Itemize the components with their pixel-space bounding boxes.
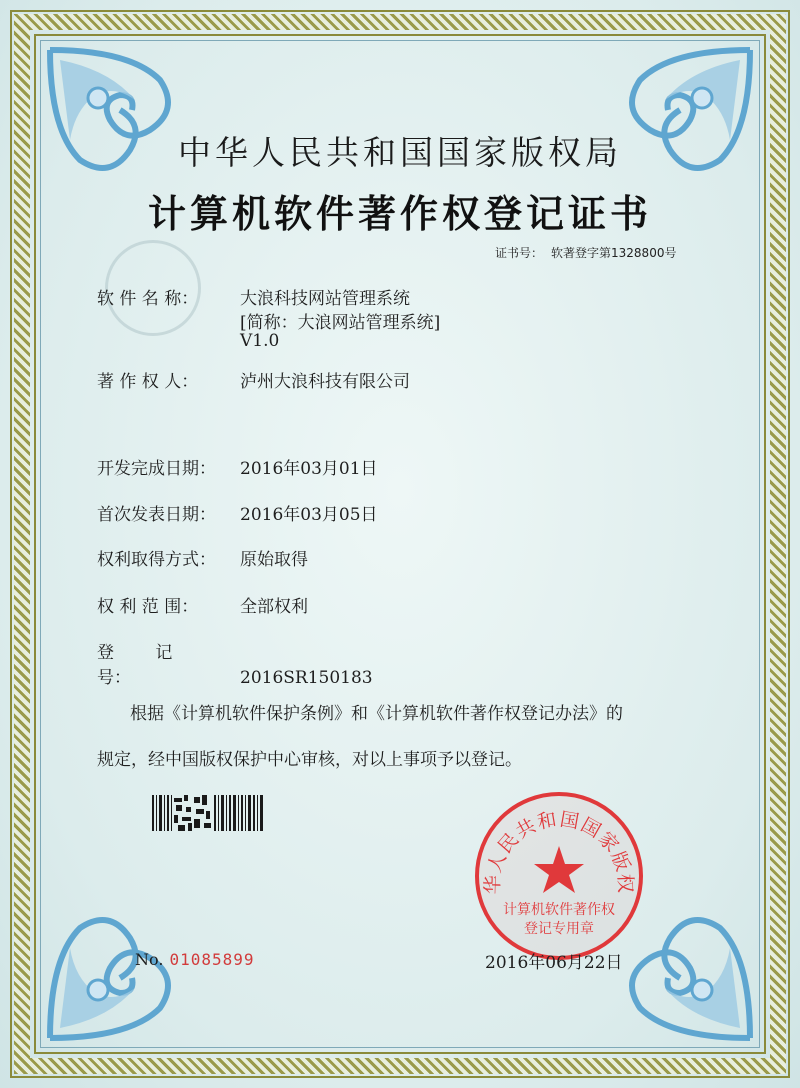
seal-inner-line-1: 计算机软件著作权 [503,902,615,918]
statement-line-2: 规定，经中国版权保护中心审核，对以上事项予以登记。 [97,750,522,770]
scope-label: 权 利 范 围： [97,597,199,617]
serial-number [135,950,255,969]
serial-label: No. [135,950,164,969]
copyright-owner-value: 泸州大浪科技有限公司 [240,372,410,392]
corner-ornament-bottom-left [40,898,190,1048]
scope-value: 全部权利 [240,597,308,617]
barcode-image [152,795,264,831]
seal-outer-text: 华人民共和国国家版权 [481,808,637,895]
field-dev-date [97,454,378,479]
reg-no-label: 登 记 号： [97,643,173,688]
software-version: V1.0 [240,331,280,351]
field-scope [97,592,308,617]
software-name-value: 大浪科技网站管理系统 [240,289,410,309]
certificate-number-value: 软著登字第1328800号 [551,246,677,260]
reg-no-value: 2016SR150183 [240,668,373,688]
issuing-agency: 中华人民共和国国家版权局 [178,133,622,172]
software-name-label: 软 件 名 称： [97,289,199,309]
pub-date-label: 首次发表日期： [97,505,216,525]
seal-inner-line-2: 登记专用章 [524,921,594,937]
issue-date: 2016年06月22日 [485,953,623,973]
pub-date-value: 2016年03月05日 [240,505,378,525]
copyright-owner-label: 著 作 权 人： [97,372,199,392]
field-software-name [97,284,410,309]
field-reg-no [97,638,373,688]
statement-line-1: 根据《计算机软件保护条例》和《计算机软件著作权登记办法》的 [130,704,623,724]
official-seal [473,790,645,962]
acquisition-value: 原始取得 [240,550,308,570]
field-copyright-owner [97,367,410,392]
acquisition-label: 权利取得方式： [97,550,216,570]
dev-date-value: 2016年03月01日 [240,459,378,479]
certificate-number-label: 证书号： [495,246,544,260]
field-acquisition [97,545,308,570]
certificate-number [495,244,676,261]
dev-date-label: 开发完成日期： [97,459,216,479]
serial-value: 01085899 [169,950,255,969]
field-pub-date [97,500,378,525]
certificate-title: 计算机软件著作权登记证书 [147,191,652,236]
software-short-name: [简称：大浪网站管理系统] [240,313,441,333]
